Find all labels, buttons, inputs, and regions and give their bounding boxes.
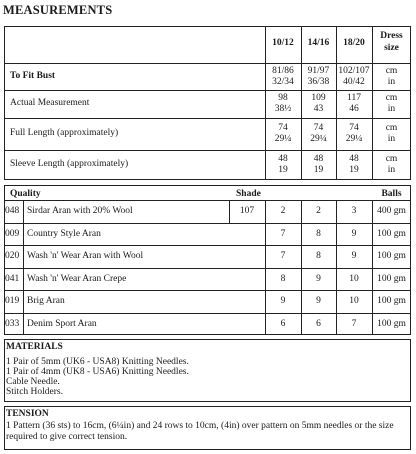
yarn-balls-value: 9	[351, 228, 357, 239]
yarn-header-divider	[4, 200, 411, 201]
yarn-balls-value: 2	[316, 206, 321, 216]
unit-cm: cm	[385, 93, 398, 103]
measurement-value-cm: 98	[278, 93, 288, 103]
yarn-name: Wash 'n' Wear Aran with Wool	[27, 251, 144, 261]
yarn-balls-value: 7	[280, 251, 286, 261]
yarn-code: 009	[5, 228, 20, 239]
yarn-row-divider	[4, 245, 411, 246]
unit-cm: cm	[385, 154, 398, 164]
size-row-divider	[4, 150, 411, 151]
yarn-balls-value: 8	[280, 273, 286, 284]
measurement-value-in: 19	[313, 165, 324, 175]
page-title: MEASUREMENTS	[3, 3, 113, 17]
yarn-row-divider	[4, 268, 411, 269]
measurement-value-cm: 109	[311, 93, 326, 103]
unit-cm: cm	[385, 65, 398, 76]
measurement-value-in: 32/34	[272, 76, 294, 87]
measurement-value-in: 19	[278, 165, 288, 175]
yarn-row-divider	[4, 290, 411, 291]
unit-cm: cm	[385, 123, 398, 133]
yarn-name: Denim Sport Aran	[27, 318, 97, 329]
materials-line: 1 Pair of 4mm (UK8 - USA6) Knitting Needles.	[6, 367, 189, 377]
yarn-balls-value: 6	[316, 318, 321, 329]
yarn-name: Brig Aran	[27, 296, 65, 306]
yarn-weight: 100 gm	[377, 273, 406, 284]
yarn-balls-value: 8	[316, 228, 321, 239]
yarn-balls-value: 10	[349, 296, 359, 306]
measurement-value-in: 46	[349, 104, 359, 114]
yarn-balls-value: 6	[280, 318, 286, 329]
yarn-code: 019	[5, 296, 20, 306]
measurement-label: Full Length (approximately)	[10, 128, 119, 138]
yarn-weight: 100 gm	[377, 296, 406, 306]
measurement-value-cm: 48	[278, 154, 288, 164]
measurement-value-cm: 81/86	[272, 65, 294, 76]
size-header-0: 10/12	[272, 38, 294, 48]
shade-header: Shade	[236, 189, 261, 199]
yarn-code: 048	[5, 206, 20, 216]
yarn-code: 020	[5, 251, 20, 261]
size-row-divider	[4, 90, 411, 91]
yarn-name: Wash 'n' Wear Aran Crepe	[27, 273, 127, 284]
size-row-divider	[4, 63, 411, 64]
yarn-name: Sirdar Aran with 20% Wool	[27, 206, 133, 216]
unit-in: in	[387, 134, 396, 144]
measurement-value-cm: 48	[349, 154, 359, 164]
measurement-value-cm: 91/97	[307, 65, 330, 76]
yarn-balls-value: 9	[316, 296, 321, 306]
tension-title: TENSION	[6, 409, 49, 419]
yarn-shade: 107	[239, 206, 255, 216]
size-header-1: 14/16	[307, 38, 330, 48]
size-header-2: 18/20	[343, 38, 365, 48]
measurement-label: Sleeve Length (approximately)	[10, 159, 129, 169]
materials-line: Cable Needle.	[6, 377, 60, 387]
yarn-weight: 100 gm	[377, 251, 406, 261]
size-row-divider	[4, 118, 411, 119]
yarn-weight: 100 gm	[377, 228, 406, 239]
unit-in: in	[387, 165, 396, 175]
measurement-value-cm: 117	[347, 93, 361, 103]
yarn-row-divider	[4, 313, 411, 314]
measurement-value-in: 43	[313, 104, 324, 114]
measurement-value-in: 29¼	[310, 134, 327, 144]
materials-title: MATERIALS	[6, 342, 63, 352]
measurement-value-in: 40/42	[343, 76, 365, 87]
unit-in: in	[387, 76, 396, 87]
yarn-balls-value: 10	[349, 273, 359, 284]
yarn-balls-value: 9	[280, 296, 286, 306]
unit-in: in	[387, 104, 396, 114]
measurement-value-cm: 74	[278, 123, 288, 133]
yarn-balls-value: 9	[316, 273, 321, 284]
measurement-value-in: 29¼	[274, 134, 292, 144]
yarn-balls-value: 9	[351, 251, 357, 261]
materials-line: Stitch Holders.	[6, 387, 63, 397]
measurement-value-in: 19	[349, 165, 359, 175]
yarn-balls-value: 3	[351, 206, 357, 216]
measurement-value-in: 29¼	[345, 134, 363, 144]
yarn-weight: 100 gm	[377, 318, 406, 329]
measurement-value-cm: 48	[313, 154, 324, 164]
yarn-balls-value: 7	[280, 228, 286, 239]
yarn-code: 033	[5, 318, 20, 329]
measurement-label: Actual Measurement	[10, 98, 90, 108]
dress-size-header: Dress	[380, 31, 403, 41]
yarn-row-divider	[4, 223, 411, 224]
measurement-value-in: 38½	[274, 104, 292, 114]
measurement-value-in: 36/38	[307, 76, 330, 87]
quality-header: Quality	[10, 189, 41, 199]
yarn-balls-value: 8	[316, 251, 321, 261]
dress-size-header: size	[384, 43, 399, 53]
measurement-value-cm: 74	[349, 123, 359, 133]
measurement-value-cm: 102/107	[338, 65, 370, 76]
measurement-value-cm: 74	[313, 123, 324, 133]
yarn-balls-value: 7	[351, 318, 357, 329]
tension-text: 1 Pattern (36 sts) to 16cm, (6¼in) and 24 rows to 10cm, (4in) over pattern on 5mm needles or the size required to give correct tension.	[6, 421, 394, 442]
measurement-label: To Fit Bust	[10, 70, 56, 81]
yarn-balls-value: 2	[280, 206, 286, 216]
yarn-weight: 400 gm	[377, 206, 406, 216]
materials-line: 1 Pair of 5mm (UK6 - USA8) Knitting Needles.	[6, 357, 189, 367]
balls-header: Balls	[381, 189, 402, 199]
yarn-code: 041	[5, 273, 20, 284]
yarn-name: Country Style Aran	[27, 228, 101, 239]
